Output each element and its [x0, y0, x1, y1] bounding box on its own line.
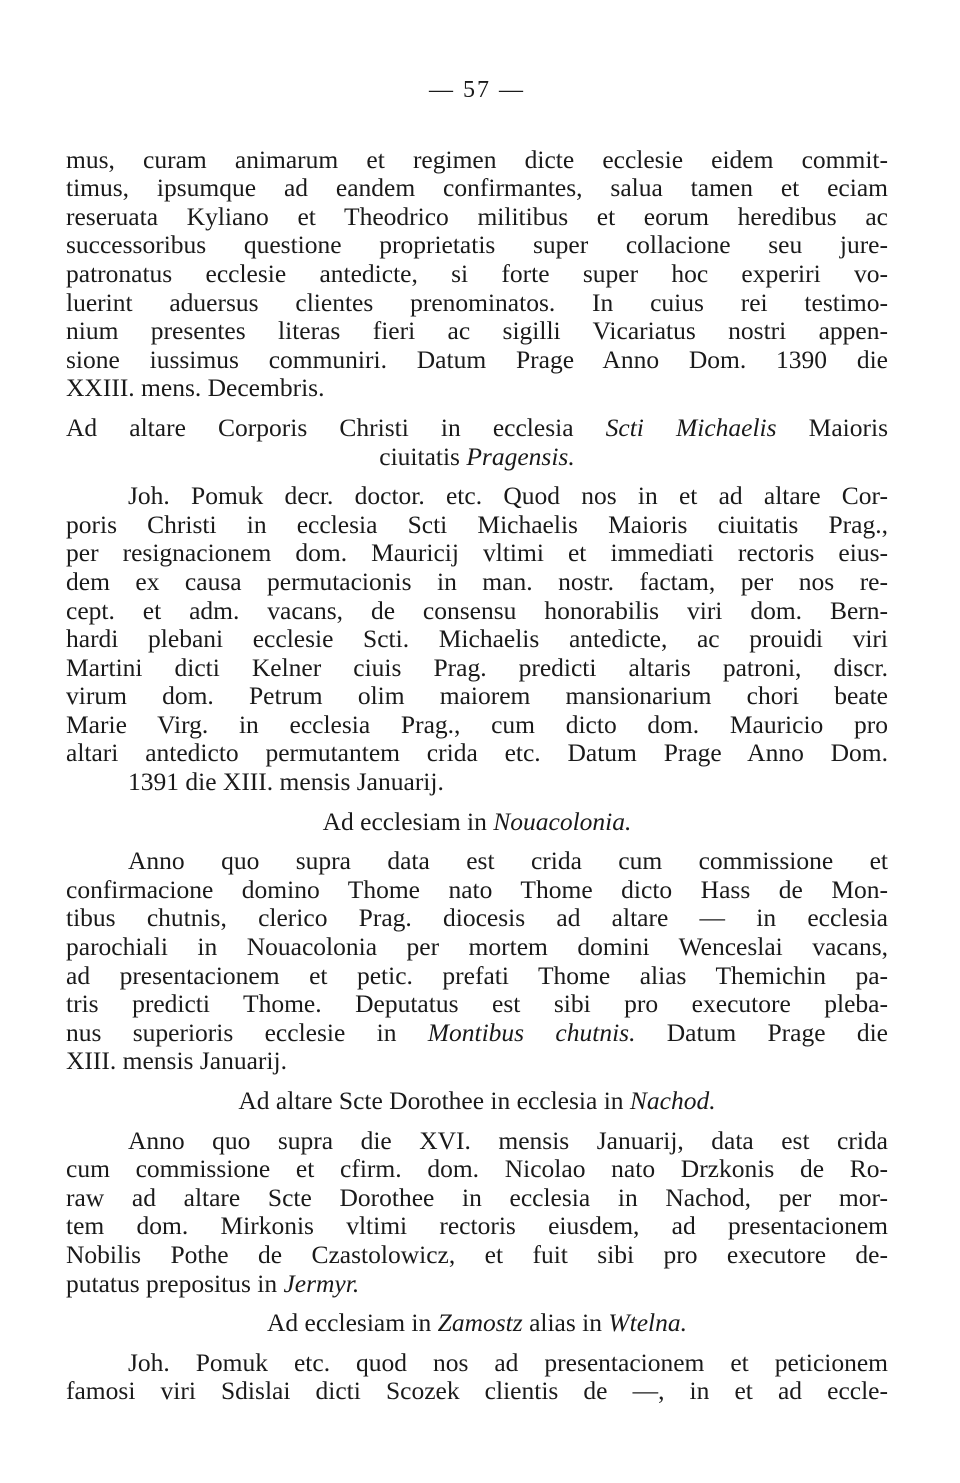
paragraph-nouacolonia — [66, 847, 888, 1076]
text-line: successoribus questione proprietatis super collacione seu jure- — [66, 230, 888, 260]
text-line: raw ad altare Scte Dorothee in ecclesia in Nachod, per mor- — [66, 1182, 888, 1212]
text-line: altari antedicto permutantem crida etc. Datum Prage Anno Dom. — [66, 738, 888, 768]
text-line: Martini dicti Kelner ciuis Prag. predicti altaris patroni, discr. — [66, 652, 888, 682]
text-line: luerint aduersus clientes prenominatos. In cuius rei testimo- — [66, 287, 888, 317]
heading-line — [66, 443, 888, 472]
text-line: cept. et adm. vacans, de consensu honorabilis viri dom. Bern- — [66, 595, 888, 625]
heading-text: Ad ecclesiam in — [322, 806, 494, 836]
text-line: ad presentacionem et petic. prefati Thome alias Themichin pa- — [66, 960, 888, 990]
place-name: Jermyr. — [283, 1268, 360, 1298]
text-line: confirmacione domino Thome nato Thome dicto Hass de Mon- — [66, 874, 888, 904]
text-line: parochiali in Nouacolonia per mortem domini Wenceslai vacans, — [66, 932, 888, 962]
text-line: Joh. Pomuk etc. quod nos ad presentacionem et peticionem — [128, 1347, 888, 1377]
section-heading-corporis-christi — [66, 414, 888, 471]
text-line — [66, 1270, 888, 1299]
section-heading-nouacolonia — [66, 808, 888, 837]
text-line: dem ex causa permutacionis in man. nostr. factam, per nos re- — [66, 566, 888, 596]
text-line: patronatus ecclesie antedicte, si forte super hoc experiri vo- — [66, 258, 888, 288]
heading-text: Ad altare Corporis Christi in ecclesia — [66, 412, 606, 442]
heading-line — [66, 1087, 888, 1116]
text-line: tem dom. Mirkonis vltimi rectoris eiusdem, ad presentacionem — [66, 1211, 888, 1241]
text-line: poris Christi in ecclesia Scti Michaelis Maioris ciuitatis Prag., — [66, 509, 888, 539]
paragraph-continuation — [66, 146, 888, 403]
text-line: XXIII. mens. Decembris. — [66, 373, 325, 403]
heading-place-name: Wtelna. — [608, 1308, 687, 1338]
heading-place-name: Pragensis. — [466, 441, 575, 471]
heading-place-name: Nouacolonia. — [493, 806, 632, 836]
text-line: reseruata Kyliano et Theodrico militibus et eorum heredibus ac — [66, 201, 888, 231]
text-line: mus, curam animarum et regimen dicte ecclesie eidem commit- — [66, 144, 888, 174]
paragraph-nachod — [66, 1127, 888, 1299]
text-line: nium presentes literas fieri ac sigilli Vicariatus nostri appen- — [66, 316, 888, 346]
text-line: Nobilis Pothe de Czastolowicz, et fuit sibi pro executore de- — [66, 1239, 888, 1269]
text-line — [66, 1019, 888, 1048]
heading-line — [66, 1309, 888, 1338]
heading-text: alias in — [522, 1308, 609, 1338]
text-line: per resignacionem dom. Mauricij vltimi et immediati rectoris eius- — [66, 538, 888, 568]
heading-text: ciuitatis — [379, 441, 467, 471]
text-line: Anno quo supra data est crida cum commissione et — [128, 846, 888, 876]
text-fragment: nus superioris ecclesie in — [66, 1017, 428, 1047]
text-line: virum dom. Petrum olim maiorem mansionarium chori beate — [66, 681, 888, 711]
text-fragment: Datum Prage die — [635, 1017, 889, 1047]
paragraph-corporis-christi — [66, 482, 888, 797]
place-name: Montibus chutnis. — [427, 1017, 636, 1047]
text-line: timus, ipsumque ad eandem confirmantes, salua tamen et eciam — [66, 173, 888, 203]
text-line: tibus chutnis, clerico Prag. diocesis ad altare — in ecclesia — [66, 903, 888, 933]
paragraph-zamostz — [66, 1349, 888, 1406]
section-heading-zamostz — [66, 1309, 888, 1338]
page-number: — 57 — — [429, 77, 525, 103]
heading-text: Ad ecclesiam in — [267, 1308, 438, 1338]
text-line: sione iussimus communiri. Datum Prage Anno Dom. 1390 die — [66, 344, 888, 374]
text-line: tris predicti Thome. Deputatus est sibi pro executore pleba- — [66, 989, 888, 1019]
text-line: famosi viri Sdislai dicti Scozek clientis de —, in et ad eccle- — [66, 1376, 888, 1406]
text-line: Anno quo supra die XVI. mensis Januarij, data est crida — [128, 1125, 888, 1155]
heading-place-name: Zamostz — [437, 1308, 523, 1338]
heading-line — [66, 808, 888, 837]
text-line: Joh. Pomuk decr. doctor. etc. Quod nos in et ad altare Cor- — [128, 481, 888, 511]
heading-text: Maioris — [776, 412, 889, 442]
text-line: 1391 die XIII. mensis Januarij. — [128, 767, 444, 797]
heading-place-name: Scti Michaelis — [605, 412, 777, 442]
text-fragment: putatus prepositus in — [66, 1268, 284, 1298]
heading-line — [66, 414, 888, 443]
text-line: XIII. mensis Januarij. — [66, 1046, 287, 1076]
text-line: hardi plebani ecclesie Scti. Michaelis antedicte, ac prouidi viri — [66, 624, 888, 654]
text-line: cum commissione et cfirm. dom. Nicolao nato Drzkonis de Ro- — [66, 1154, 888, 1184]
section-heading-nachod — [66, 1087, 888, 1116]
text-line: Marie Virg. in ecclesia Prag., cum dicto dom. Mauricio pro — [66, 709, 888, 739]
heading-place-name: Nachod. — [629, 1086, 716, 1115]
document-page — [66, 60, 888, 1406]
heading-text: Ad altare Scte Dorothee in ecclesia in — [238, 1086, 630, 1115]
